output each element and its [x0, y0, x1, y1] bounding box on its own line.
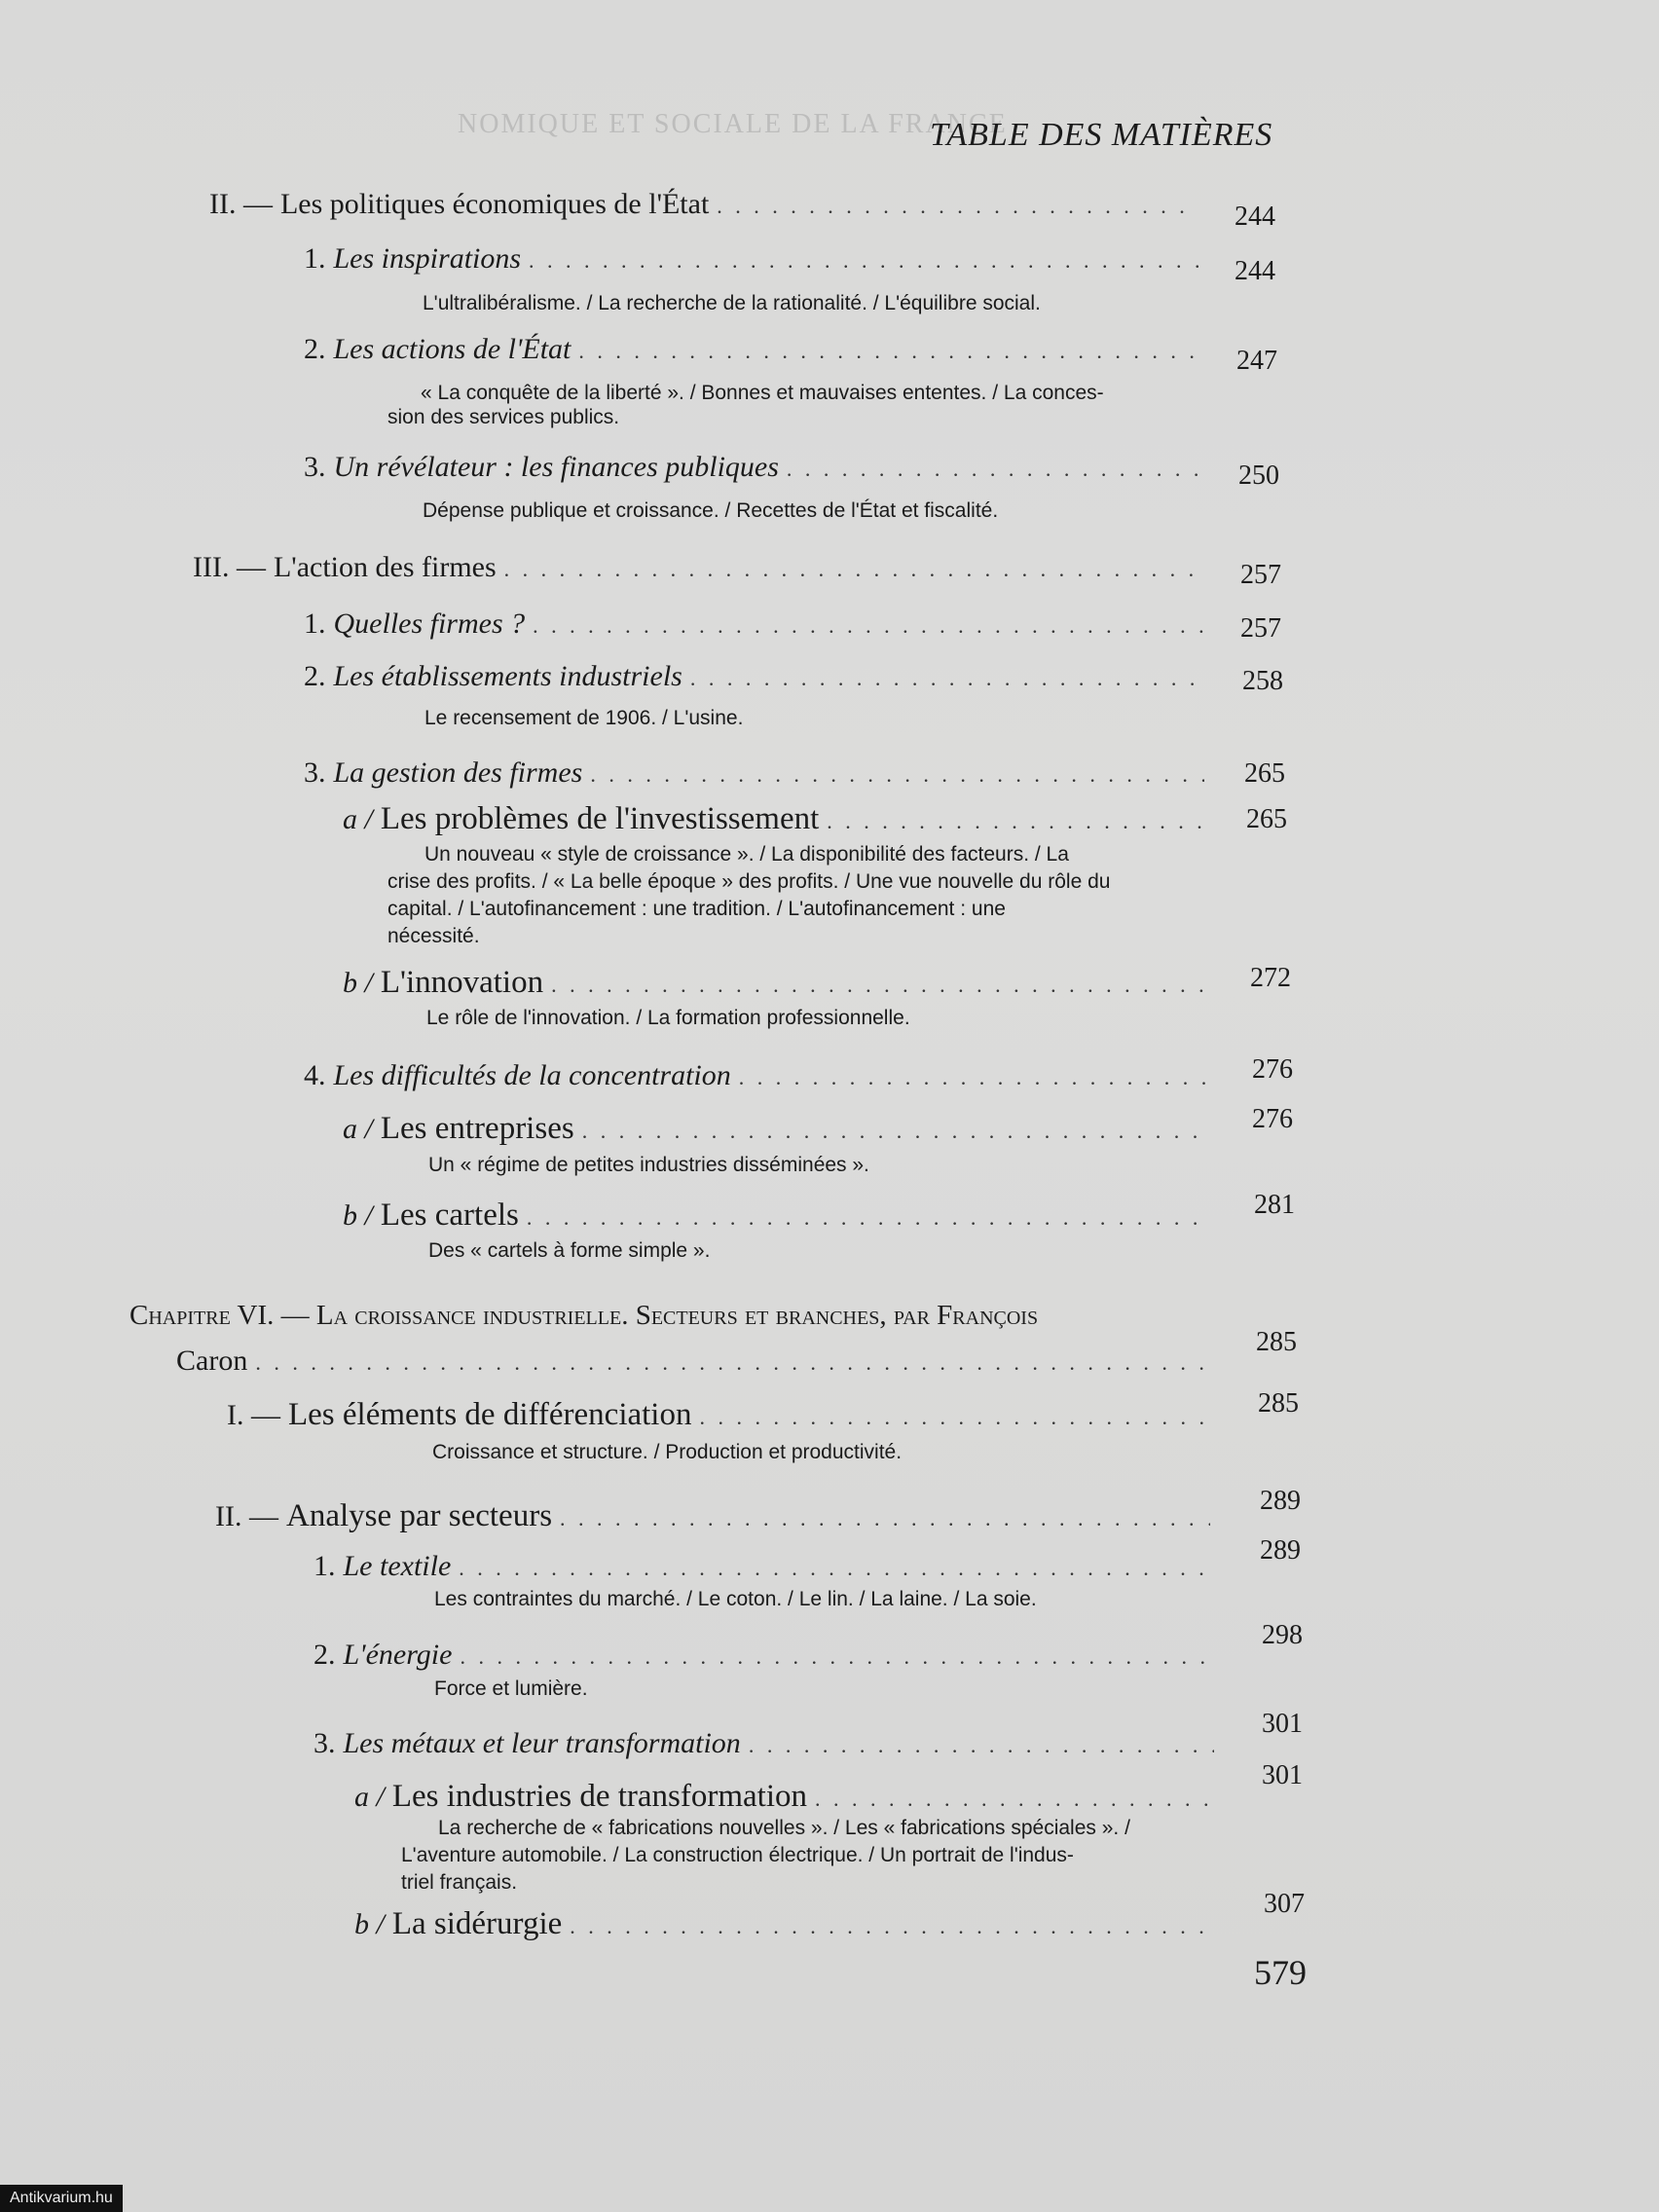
page-number: 257	[1240, 613, 1281, 644]
leader-dots	[460, 1644, 1214, 1670]
entry-summary: Croissance et structure. / Production et productivité.	[432, 1441, 903, 1463]
entry-title: Les actions de l'État	[333, 333, 571, 365]
entry-title: Les éléments de différenciation	[288, 1397, 692, 1432]
leader-dots	[590, 762, 1204, 788]
entry-summary: nécessité.	[387, 925, 480, 947]
toc-entry-subsection[interactable]	[304, 1059, 1206, 1092]
watermark: Antikvarium.hu	[0, 2185, 123, 2212]
toc-entry-subsection[interactable]	[313, 1639, 1214, 1672]
toc-entry-item[interactable]	[343, 801, 1204, 837]
page-number: 289	[1260, 1535, 1301, 1566]
page-number: 265	[1244, 758, 1285, 789]
entry-title: La gestion des firmes	[333, 756, 583, 789]
entry-summary: Les contraintes du marché. / Le coton. / Le lin. / La laine. / La soie.	[434, 1588, 1037, 1610]
entry-title: Les difficultés de la concentration	[333, 1059, 731, 1091]
leader-dots	[699, 1405, 1210, 1430]
bleed-through-text: NOMIQUE ET SOCIALE DE LA FRANCE	[458, 109, 1008, 139]
toc-entry-subsection[interactable]	[313, 1550, 1212, 1583]
leader-dots	[504, 557, 1196, 582]
leader-dots	[255, 1350, 1208, 1376]
page-number: 276	[1252, 1054, 1293, 1085]
entry-number: 2.	[304, 660, 326, 692]
entry-letter: b /	[343, 967, 373, 999]
leader-dots	[551, 973, 1204, 998]
entry-title: Les industries de transformation	[391, 1779, 807, 1814]
leader-dots	[739, 1065, 1206, 1090]
leader-dots	[529, 248, 1199, 274]
entry-title: Les entreprises	[380, 1111, 574, 1146]
entry-number: II. —	[215, 1500, 278, 1532]
entry-number: 3.	[304, 451, 326, 483]
running-header: TABLE DES MATIÈRES	[930, 117, 1273, 153]
entry-summary: Force et lumière.	[434, 1677, 588, 1700]
entry-title: Les politiques économiques de l'État	[279, 188, 710, 220]
page-number: 285	[1258, 1388, 1299, 1419]
entry-summary: capital. / L'autofinancement : une tradition. / L'autofinancement : une	[387, 898, 1006, 920]
entry-title: L'action des firmes	[273, 551, 497, 583]
page-number: 276	[1252, 1104, 1293, 1134]
leader-dots	[533, 613, 1204, 639]
entry-number: 2.	[313, 1639, 336, 1671]
page-number: 272	[1250, 963, 1291, 993]
page-number: 258	[1242, 666, 1283, 696]
toc-entry-item[interactable]	[354, 1906, 1218, 1942]
page-number: 285	[1256, 1327, 1297, 1357]
entry-title: Un révélateur : les finances publiques	[333, 451, 779, 483]
toc-entry-section[interactable]	[215, 1498, 1210, 1534]
page-number: 250	[1238, 461, 1279, 491]
leader-dots	[787, 457, 1204, 482]
entry-summary: triel français.	[401, 1871, 518, 1894]
entry-title: L'innovation	[380, 965, 544, 1000]
toc-entry-section[interactable]	[209, 188, 1188, 221]
entry-summary: Le rôle de l'innovation. / La formation professionnelle.	[426, 1007, 910, 1029]
entry-summary: L'aventure automobile. / La construction électrique. / Un portrait de l'indus-	[401, 1844, 1074, 1866]
chapter-author: Caron	[176, 1345, 248, 1377]
leader-dots	[578, 339, 1199, 364]
entry-number: II. —	[209, 188, 273, 220]
toc-entry-item[interactable]	[354, 1779, 1216, 1815]
page-number: 244	[1235, 202, 1275, 232]
leader-dots	[827, 809, 1204, 834]
entry-title: Le textile	[343, 1550, 452, 1582]
entry-number: I. —	[227, 1399, 280, 1431]
chapter-heading[interactable]	[129, 1300, 1038, 1332]
toc-entry-subsection[interactable]	[304, 333, 1199, 366]
toc-entry-subsection[interactable]	[304, 660, 1204, 693]
page-number: 301	[1262, 1709, 1303, 1739]
entry-title: Les problèmes de l'investissement	[380, 801, 820, 836]
entry-title: La sidérurgie	[391, 1906, 563, 1941]
entry-number: 2.	[304, 333, 326, 365]
entry-summary: sion des services publics.	[387, 406, 620, 428]
entry-summary: L'ultralibéralisme. / La recherche de la rationalité. / L'équilibre social.	[423, 292, 1041, 314]
leader-dots	[749, 1733, 1214, 1758]
entry-summary: Un « régime de petites industries disséminées ».	[428, 1154, 869, 1176]
entry-letter: b /	[343, 1199, 373, 1232]
leader-dots	[690, 666, 1204, 691]
page-number: 281	[1254, 1190, 1295, 1220]
entry-summary: Un nouveau « style de croissance ». / La disponibilité des facteurs. / La	[424, 843, 1069, 866]
entry-title: Les inspirations	[333, 242, 522, 275]
toc-entry-section[interactable]	[193, 551, 1196, 584]
entry-summary: Le recensement de 1906. / L'usine.	[424, 707, 744, 729]
page-number: 257	[1240, 560, 1281, 590]
entry-title: Analyse par secteurs	[285, 1498, 553, 1533]
chapter-heading-continued[interactable]	[176, 1345, 1208, 1378]
toc-entry-item[interactable]	[343, 1198, 1206, 1234]
toc-entry-item[interactable]	[343, 965, 1204, 1001]
page-number: 307	[1264, 1889, 1305, 1919]
toc-entry-subsection[interactable]	[304, 242, 1199, 276]
leader-dots	[717, 194, 1188, 219]
entry-title: Quelles firmes ?	[333, 608, 526, 640]
toc-entry-subsection[interactable]	[313, 1727, 1214, 1760]
page-number: 289	[1260, 1486, 1301, 1516]
leader-dots	[815, 1787, 1216, 1812]
page-number: 298	[1262, 1620, 1303, 1650]
entry-letter: a /	[343, 803, 373, 835]
entry-summary: La recherche de « fabrications nouvelles ». / Les « fabrications spéciales ». /	[438, 1817, 1130, 1839]
page-number: 265	[1246, 804, 1287, 834]
entry-summary: Des « cartels à forme simple ».	[428, 1239, 711, 1262]
leader-dots	[570, 1914, 1218, 1939]
entry-title: Les cartels	[380, 1198, 519, 1233]
entry-title: Les métaux et leur transformation	[343, 1727, 741, 1759]
toc-entry-section[interactable]	[227, 1397, 1210, 1433]
entry-letter: a /	[354, 1781, 385, 1813]
entry-number: 1.	[313, 1550, 336, 1582]
toc-entry-subsection[interactable]	[304, 756, 1204, 790]
entry-number: 3.	[304, 756, 326, 789]
leader-dots	[560, 1506, 1210, 1531]
entry-title: L'énergie	[343, 1639, 453, 1671]
entry-summary: crise des profits. / « La belle époque » des profits. / Une vue nouvelle du rôle du	[387, 870, 1111, 893]
entry-letter: b /	[354, 1908, 385, 1940]
leader-dots	[459, 1556, 1212, 1581]
entry-letter: a /	[343, 1113, 373, 1145]
leader-dots	[582, 1119, 1206, 1144]
page-number: 247	[1236, 346, 1277, 376]
toc-entry-item[interactable]	[343, 1111, 1206, 1147]
toc-entry-subsection[interactable]	[304, 608, 1204, 641]
toc-entry-subsection[interactable]	[304, 451, 1204, 484]
folio-number: 579	[1254, 1953, 1307, 1992]
entry-number: 1.	[304, 608, 326, 640]
entry-summary: Dépense publique et croissance. / Recettes de l'État et fiscalité.	[423, 499, 999, 522]
entry-summary: « La conquête de la liberté ». / Bonnes et mauvaises ententes. / La conces-	[421, 382, 1104, 404]
chapter-title: Chapitre VI. — La croissance industrielle. Secteurs et branches, par François	[129, 1300, 1039, 1331]
entry-number: III. —	[193, 551, 266, 583]
entry-number: 4.	[304, 1059, 326, 1091]
page-number: 301	[1262, 1760, 1303, 1790]
entry-title: Les établissements industriels	[333, 660, 682, 692]
page-number: 244	[1235, 256, 1275, 286]
entry-number: 3.	[313, 1727, 336, 1759]
leader-dots	[527, 1205, 1206, 1231]
entry-number: 1.	[304, 242, 326, 275]
